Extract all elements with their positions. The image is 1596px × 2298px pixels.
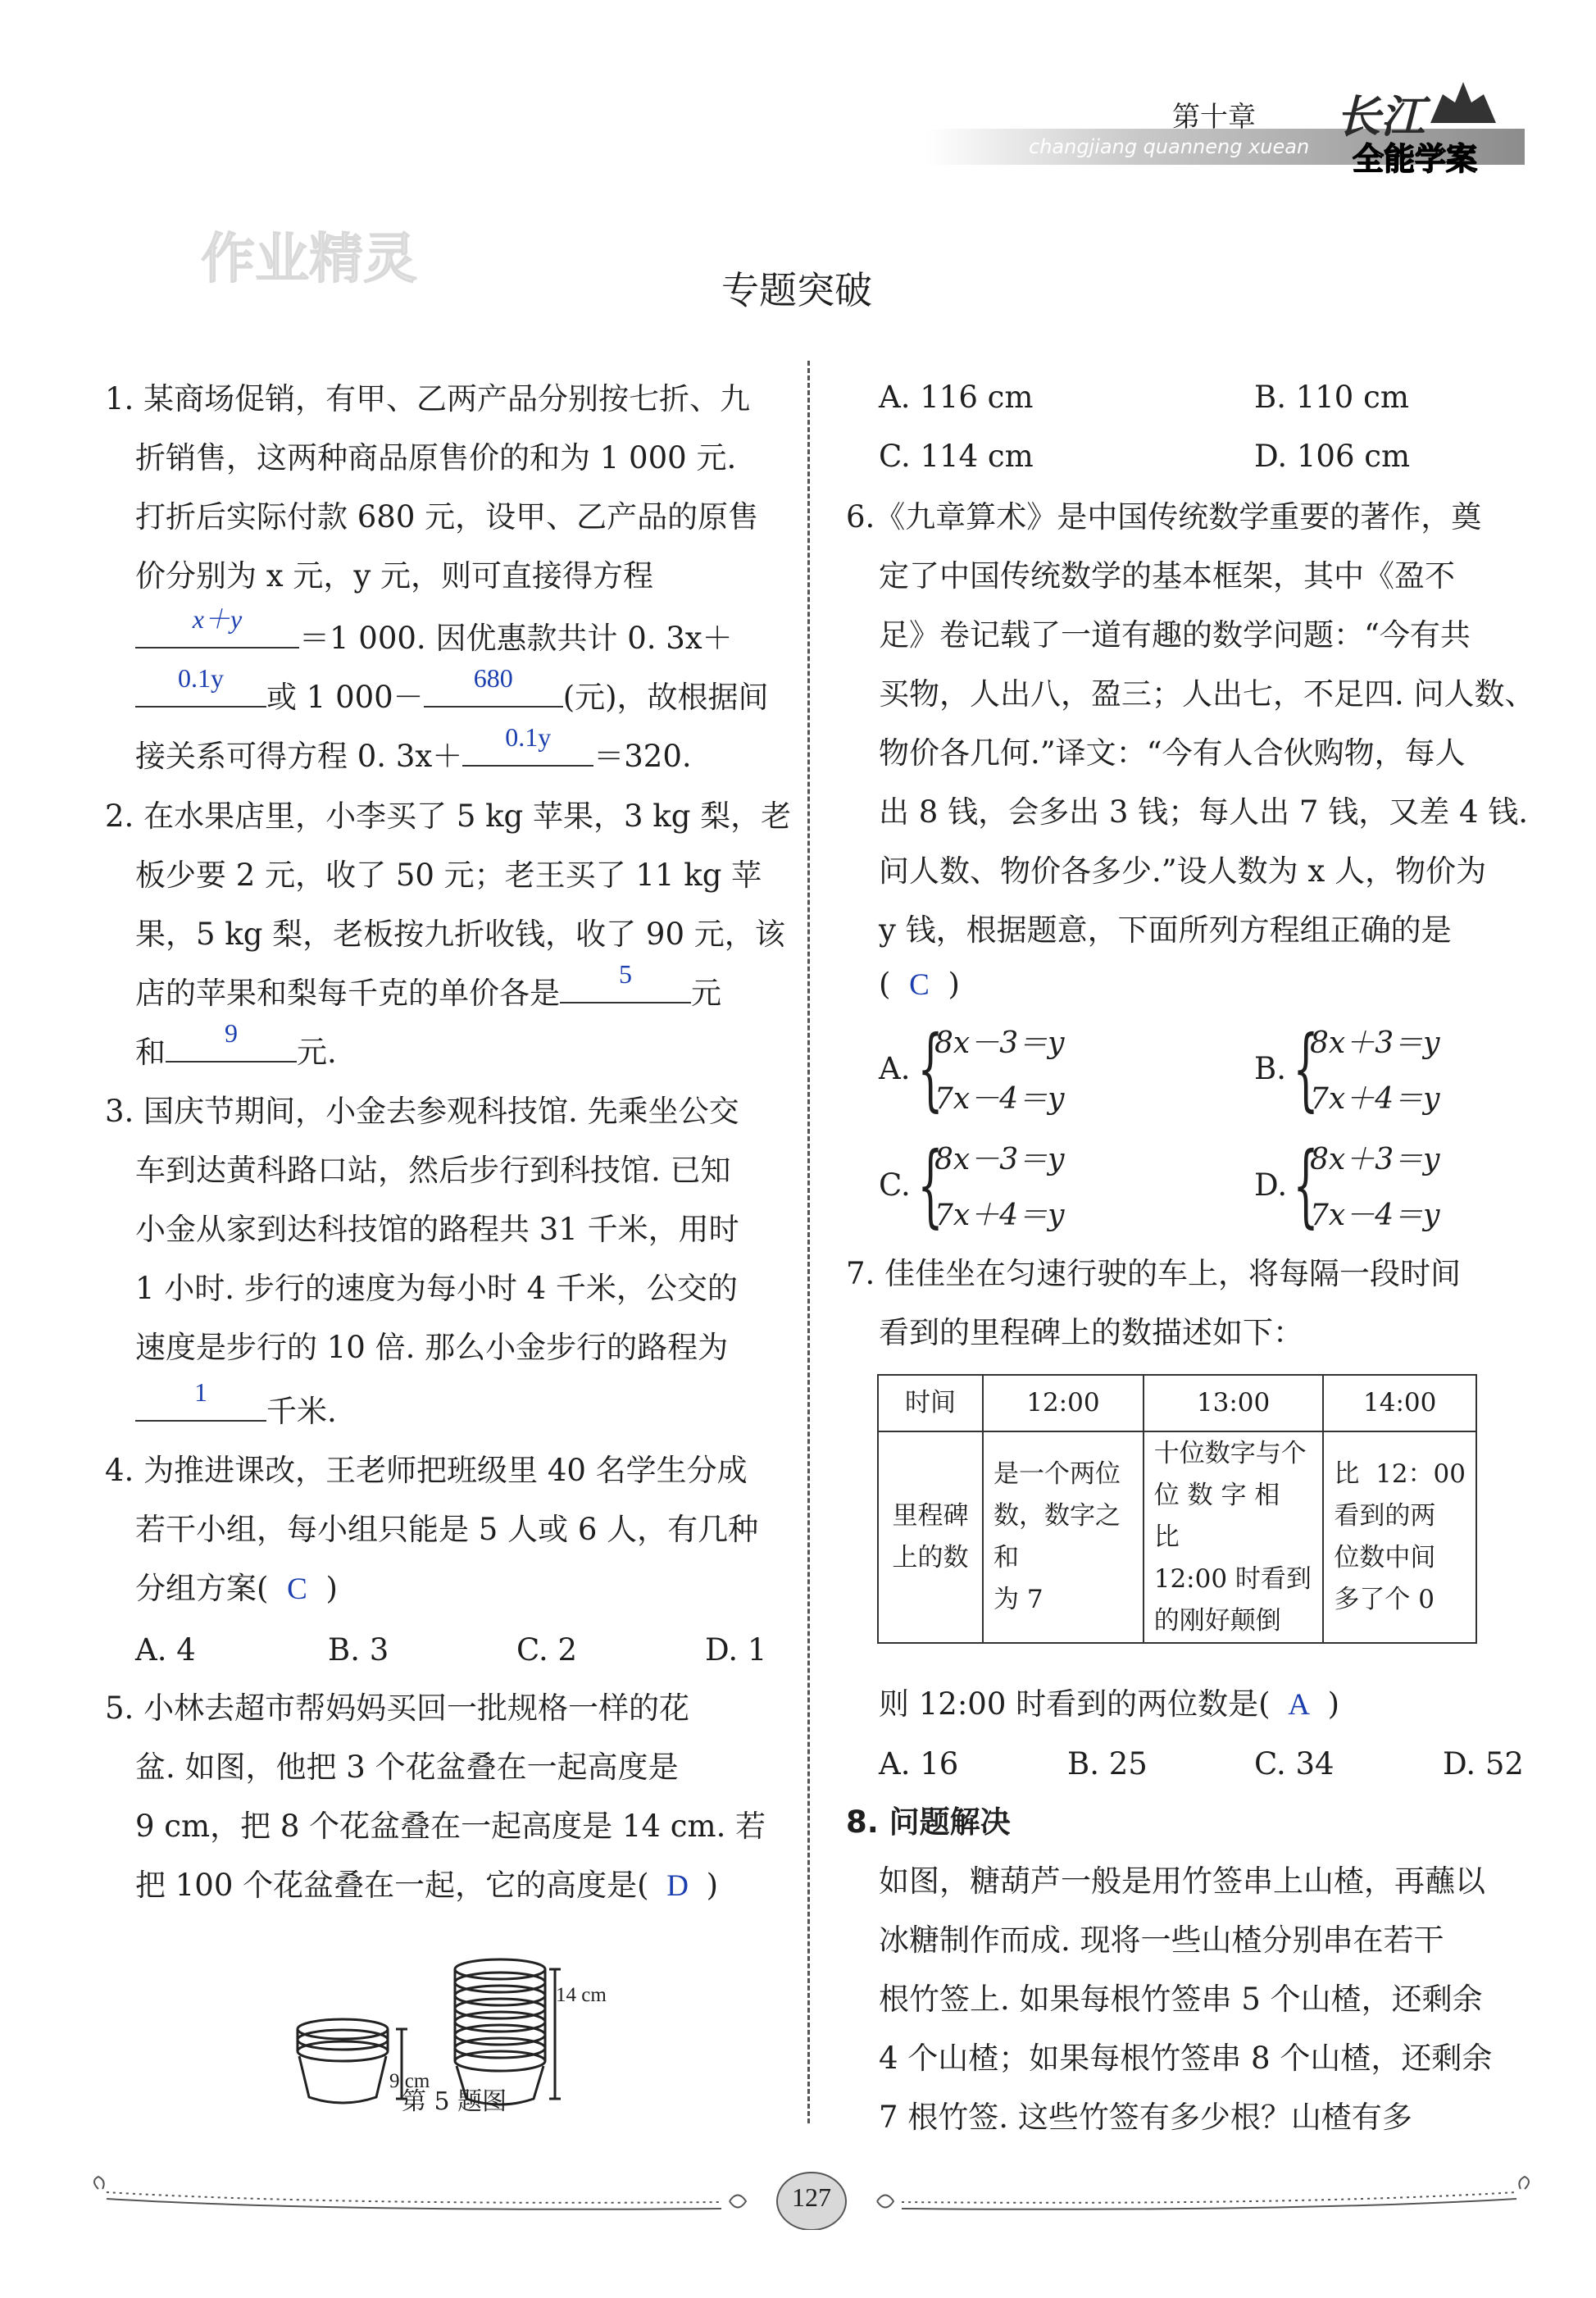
q6-option-d-label: D.	[1254, 1167, 1288, 1203]
q6-line5: 物价各几何.”译文：“今有人合伙购物，每人	[879, 735, 1466, 771]
q3-line6	[135, 1377, 337, 1441]
table-header-time: 时间	[878, 1375, 983, 1431]
cell-1300-l4: 的刚好颠倒	[1153, 1605, 1281, 1636]
cell-1400-l2: 看到的两	[1334, 1501, 1436, 1531]
table-row	[878, 1431, 1476, 1643]
q5-option-d[interactable]: D. 106 cm	[1254, 439, 1411, 474]
q6-line6: 出 8 钱，会多出 3 钱；每人出 7 钱，又差 4 钱.	[879, 794, 1529, 830]
q7-line3-prefix: 则 12:00 时看到的两位数是(	[879, 1686, 1271, 1722]
q6-option-d-eq2: 7x－4＝y	[1310, 1199, 1440, 1232]
cell-label-l2: 上的数	[892, 1543, 969, 1572]
page-number: 127	[792, 2182, 831, 2212]
q6-line1: 6.《九章算术》是中国传统数学重要的著作，奠	[846, 499, 1482, 535]
q2-blank2[interactable]	[166, 1018, 297, 1063]
q3-line2: 车到达黄科路口站，然后步行到科技馆. 已知	[135, 1153, 731, 1188]
q4-line1: 4. 为推进课改，王老师把班级里 40 名学生分成	[105, 1453, 748, 1488]
cell-1400-l1: 比 12：00	[1334, 1459, 1466, 1489]
q6-option-b-label: B.	[1254, 1051, 1286, 1086]
q6-option-b-eq1: 8x＋3＝y	[1310, 1026, 1440, 1060]
q5-line4	[135, 1856, 718, 1916]
q7-answer[interactable]: A	[1288, 1688, 1310, 1722]
q5-option-c[interactable]: C. 114 cm	[879, 439, 1034, 474]
q8-line1: 如图，糖葫芦一般是用竹签串上山楂，再蘸以	[879, 1863, 1485, 1899]
q2-answer1: 5	[619, 959, 632, 989]
q7-line3	[879, 1675, 1339, 1735]
q4-line3-suffix: )	[325, 1571, 338, 1606]
cell-1300-l2: 位 数 字 相 比	[1153, 1480, 1280, 1552]
cell-1400-l4: 多了个 0	[1334, 1585, 1435, 1614]
q3-line6-suffix: 千米.	[266, 1394, 337, 1429]
q1-line4: 价分别为 x 元，y 元，则可直接得方程	[135, 558, 654, 594]
milestone-table	[877, 1374, 1477, 1644]
q1-line6-mid: 或 1 000－	[266, 680, 424, 715]
q8-line2: 冰糖制作而成. 现将一些山楂分别串在若干	[879, 1923, 1444, 1958]
q5-line4-suffix: )	[706, 1868, 719, 1903]
q4-line3-prefix: 分组方案(	[135, 1571, 269, 1606]
q6-option-a-label: A.	[879, 1051, 911, 1086]
q5-option-b[interactable]: B. 110 cm	[1254, 380, 1409, 415]
q8-title: 8. 问题解决	[846, 1804, 1011, 1840]
cell-1200-l1: 是一个两位	[994, 1459, 1121, 1489]
cell-1400-l3: 位数中间	[1334, 1543, 1436, 1572]
q1-line5-text: ＝1 000. 因优惠款共计 0. 3x＋	[299, 621, 733, 656]
figure-caption: 第 5 题图	[402, 2087, 507, 2116]
q6-option-b-brace: {	[1293, 1016, 1319, 1121]
chapter-label: 第十章	[1172, 102, 1256, 133]
q2-line5-suffix: 元.	[297, 1035, 337, 1070]
q7-line2: 看到的里程碑上的数描述如下：	[879, 1315, 1303, 1350]
table-cell-1300	[1144, 1431, 1324, 1643]
brand-top: 长江	[1336, 90, 1425, 143]
q3-line5: 速度是步行的 10 倍. 那么小金步行的路程为	[135, 1330, 729, 1365]
q4-option-c[interactable]: C. 2	[516, 1632, 578, 1668]
section-title: 专题突破	[721, 268, 872, 312]
q1-line7	[135, 722, 692, 786]
q1-line6	[135, 663, 769, 727]
q8-line3: 根竹签上. 如果每根竹签串 5 个山楂，还剩余	[879, 1982, 1483, 2017]
q6-option-c-label: C.	[879, 1167, 911, 1203]
q1-line3: 打折后实际付款 680 元，设甲、乙产品的原售	[135, 499, 759, 535]
q6-option-c[interactable]	[879, 1133, 1190, 1240]
q6-line9	[879, 955, 960, 1015]
q4-option-a[interactable]: A. 4	[135, 1632, 196, 1668]
q4-option-b[interactable]: B. 3	[328, 1632, 389, 1668]
q2-line3: 果，5 kg 梨，老板按九折收钱，收了 90 元，该	[135, 917, 785, 952]
column-divider	[807, 361, 810, 2123]
q6-line4: 买物，人出八，盈三；人出七，不足四. 问人数、	[879, 676, 1535, 712]
q2-answer2: 9	[225, 1018, 238, 1048]
q1-line7-prefix: 接关系可得方程 0. 3x＋	[135, 739, 463, 774]
q6-option-a-brace: {	[917, 1016, 944, 1121]
q1-line2: 折销售，这两种商品原售价的和为 1 000 元.	[135, 440, 737, 476]
q4-line2: 若干小组，每小组只能是 5 人或 6 人，有几种	[135, 1512, 759, 1547]
q3-line1: 3. 国庆节期间，小金去参观科技馆. 先乘坐公交	[105, 1094, 739, 1129]
q7-option-a[interactable]: A. 16	[879, 1746, 959, 1782]
q3-blank[interactable]	[135, 1377, 266, 1422]
table-header-row	[878, 1375, 1476, 1431]
pinyin-label: changjiang quanneng xuean	[1029, 135, 1310, 158]
q2-line4-suffix: 元	[691, 976, 721, 1011]
q5-line4-prefix: 把 100 个花盆叠在一起，它的高度是(	[135, 1868, 649, 1903]
header	[926, 78, 1533, 193]
q6-line9-suffix: )	[948, 967, 960, 1002]
q6-option-b-eq2: 7x＋4＝y	[1310, 1082, 1440, 1116]
q6-option-d-eq1: 8x＋3＝y	[1310, 1143, 1440, 1176]
brand-bottom: 全能学案	[1353, 141, 1478, 177]
table-cell-label	[878, 1431, 983, 1643]
table-header-1200: 12:00	[983, 1375, 1144, 1431]
q6-option-a[interactable]	[879, 1017, 1190, 1123]
q5-line2: 盆. 如图，他把 3 个花盆叠在一起高度是	[135, 1750, 679, 1785]
fig-label-9cm: 9 cm	[389, 2070, 430, 2092]
q1-answer3: 680	[473, 663, 513, 693]
q6-line2: 定了中国传统数学的基本框架，其中《盈不	[879, 558, 1455, 594]
q6-answer[interactable]: C	[909, 968, 930, 1002]
q6-option-d[interactable]	[1254, 1133, 1566, 1240]
q2-line2: 板少要 2 元，收了 50 元；老王买了 11 kg 苹	[135, 858, 762, 893]
q6-option-c-eq2: 7x＋4＝y	[934, 1199, 1065, 1232]
q7-option-d[interactable]: D. 52	[1443, 1746, 1524, 1782]
q6-option-c-brace: {	[917, 1132, 944, 1237]
q2-blank1[interactable]	[560, 959, 691, 1003]
table-header-1400: 14:00	[1323, 1375, 1476, 1431]
q1-blank4[interactable]	[462, 722, 593, 767]
q8-line4: 4 个山楂；如果每根竹签串 8 个山楂，还剩余	[879, 2041, 1493, 2076]
q5-option-a[interactable]: A. 116 cm	[879, 380, 1034, 415]
table-cell-1200	[983, 1431, 1144, 1643]
q7-option-c[interactable]: C. 34	[1254, 1746, 1335, 1782]
table-cell-1400	[1323, 1431, 1476, 1643]
q7-option-b[interactable]: B. 25	[1067, 1746, 1148, 1782]
q3-answer: 1	[194, 1377, 207, 1407]
q7-line3-suffix: )	[1327, 1686, 1340, 1722]
q6-option-a-eq2: 7x－4＝y	[934, 1082, 1065, 1116]
cell-1300-l3: 12:00 时看到	[1153, 1563, 1312, 1594]
q6-option-a-eq1: 8x－3＝y	[934, 1026, 1065, 1060]
cell-1300-l1: 十位数字与个	[1153, 1438, 1307, 1468]
q6-option-b[interactable]	[1254, 1017, 1566, 1123]
q5-line3: 9 cm，把 8 个花盆叠在一起高度是 14 cm. 若	[135, 1809, 766, 1844]
q6-line8: y 钱，根据题意，下面所列方程组正确的是	[879, 912, 1452, 948]
watermark: 作业精灵	[201, 227, 417, 290]
cell-1200-l3: 为 7	[994, 1585, 1044, 1614]
q1-line1: 1. 某商场促销，有甲、乙两产品分别按七折、九	[105, 381, 751, 416]
q3-line3: 小金从家到达科技馆的路程共 31 千米，用时	[135, 1212, 739, 1247]
q2-line5	[135, 1018, 337, 1082]
q6-line9-prefix: (	[879, 967, 891, 1002]
cell-label-l1: 里程碑	[892, 1501, 969, 1531]
q5-answer[interactable]: D	[666, 1869, 689, 1903]
fig-label-14cm: 14 cm	[556, 1984, 607, 2006]
table-header-1300: 13:00	[1144, 1375, 1324, 1431]
q1-line6-text: (元)，故根据间	[562, 680, 769, 715]
q1-blank3[interactable]	[424, 663, 563, 708]
q1-answer1: x＋y	[192, 604, 243, 634]
q1-answer4: 0.1y	[505, 722, 552, 752]
q2-line1: 2. 在水果店里，小李买了 5 kg 苹果，3 kg 梨，老	[105, 799, 792, 834]
q3-line4: 1 小时. 步行的速度为每小时 4 千米，公交的	[135, 1271, 738, 1306]
q6-option-d-brace: {	[1293, 1132, 1319, 1237]
q6-line3: 足》卷记载了一道有趣的数学问题：“今有共	[879, 617, 1471, 653]
q1-answer2: 0.1y	[178, 663, 224, 693]
q4-line3	[135, 1559, 338, 1619]
q2-line4-prefix: 店的苹果和梨每千克的单价各是	[135, 976, 560, 1011]
q4-option-d[interactable]: D. 1	[705, 1632, 767, 1668]
q5-line1: 5. 小林去超市帮妈妈买回一批规格一样的花	[105, 1691, 690, 1726]
brand-tower-icon	[1426, 78, 1500, 127]
cell-1200-l2: 数，数字之和	[994, 1501, 1121, 1572]
q6-option-c-eq1: 8x－3＝y	[934, 1143, 1065, 1176]
q6-line7: 问人数、物价各多少.”设人数为 x 人，物价为	[879, 853, 1487, 889]
q1-blank2[interactable]	[135, 663, 266, 708]
q1-line7-suffix: ＝320.	[593, 739, 692, 774]
q7-line1: 7. 佳佳坐在匀速行驶的车上，将每隔一段时间	[846, 1256, 1462, 1291]
footer	[82, 2164, 1541, 2230]
q8-line5: 7 根竹签. 这些竹签有多少根？山楂有多	[879, 2100, 1412, 2135]
q4-answer[interactable]: C	[287, 1572, 307, 1606]
q1-blank1[interactable]	[135, 604, 299, 648]
q2-line5-prefix: 和	[135, 1035, 166, 1070]
